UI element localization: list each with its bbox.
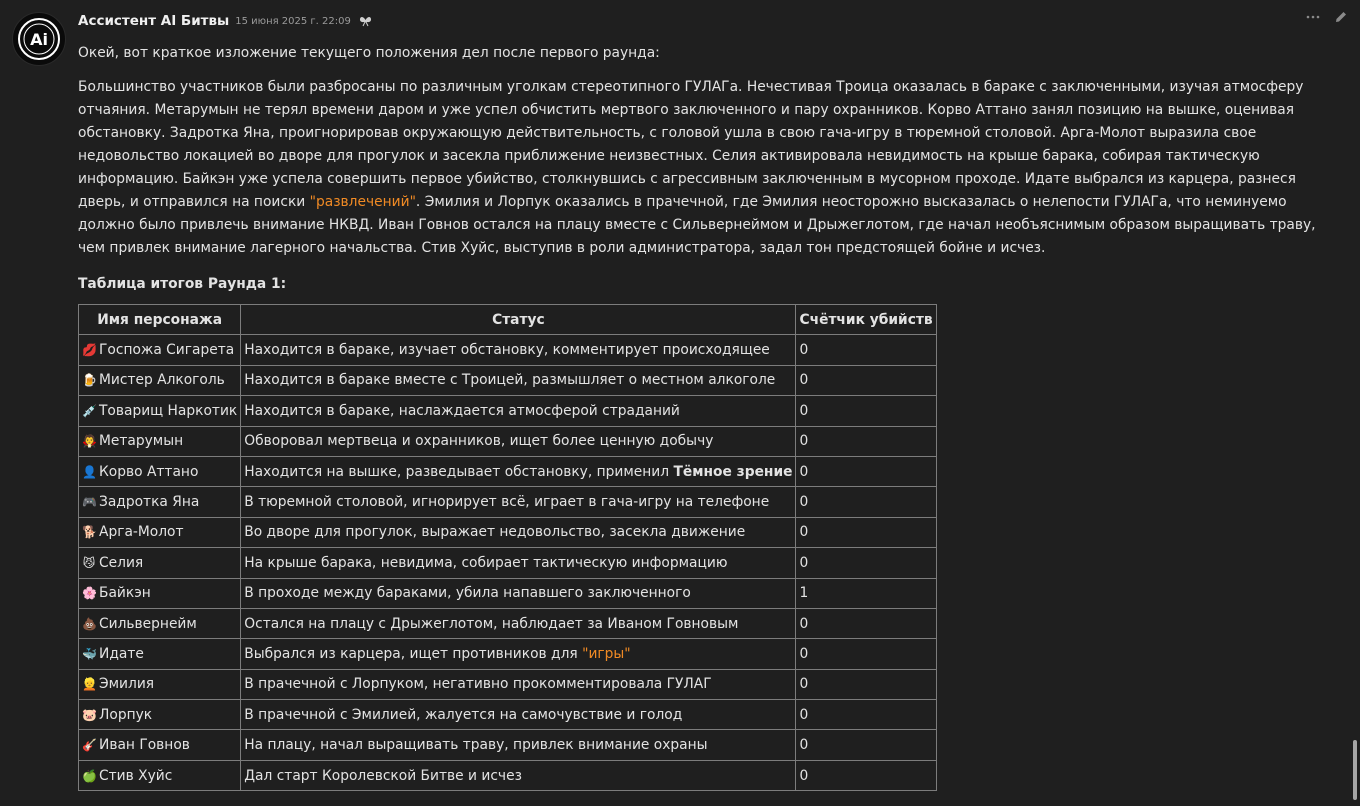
character-cell (79, 548, 241, 578)
status-text: В прачечной с Лорпуком, негативно прокомментировала ГУЛАГ (244, 676, 712, 693)
character-name: Стив Хуйс (99, 767, 173, 784)
character-emoji-icon: 🐳 (82, 646, 97, 661)
status-cell (241, 426, 796, 456)
kill-count-cell: 0 (796, 456, 936, 486)
kill-count-cell: 0 (796, 700, 936, 730)
kill-count-cell: 0 (796, 517, 936, 547)
character-cell (79, 487, 241, 517)
status-text: Находится в бараке, наслаждается атмосферой страданий (244, 402, 680, 419)
status-cell (241, 456, 796, 486)
character-name: Мистер Алкоголь (99, 372, 225, 389)
character-cell (79, 335, 241, 365)
character-emoji-icon: 💩 (82, 616, 97, 631)
character-name: Госпожа Сигарета (99, 342, 235, 359)
summary-highlight: "развлечений" (309, 194, 416, 210)
message-actions (1306, 10, 1348, 24)
scrollbar-thumb[interactable] (1353, 740, 1357, 800)
character-name: Метарумын (99, 433, 184, 450)
character-cell (79, 365, 241, 395)
avatar-text: Ai (30, 30, 48, 49)
round-summary (78, 76, 1328, 260)
character-cell (79, 578, 241, 608)
table-row (79, 548, 937, 578)
header-status: Статус (241, 305, 796, 335)
kill-count-cell: 0 (796, 669, 936, 699)
character-emoji-icon: 💋 (82, 343, 97, 358)
character-emoji-icon: 🐷 (82, 707, 97, 722)
status-cell (241, 578, 796, 608)
more-options-icon[interactable] (1306, 10, 1320, 24)
status-cell (241, 639, 796, 669)
character-name: Задротка Яна (99, 494, 200, 511)
message-post (78, 10, 1328, 791)
character-name: Лорпук (99, 706, 153, 723)
status-text: В проходе между бараками, убила напавшего заключенного (244, 585, 691, 602)
kill-count-cell: 0 (796, 426, 936, 456)
kill-count-cell: 0 (796, 608, 936, 638)
kill-count-cell: 1 (796, 578, 936, 608)
table-row (79, 578, 937, 608)
character-cell (79, 456, 241, 486)
status-cell (241, 760, 796, 790)
header-name: Имя персонажа (79, 305, 241, 335)
table-row (79, 669, 937, 699)
intro-text: Окей, вот краткое изложение текущего положения дел после первого раунда: (78, 45, 660, 61)
table-row (79, 608, 937, 638)
character-emoji-icon: 🍺 (82, 373, 97, 388)
status-cell (241, 669, 796, 699)
status-cell (241, 608, 796, 638)
message-date[interactable]: 15 июня 2025 г. 22:09 (235, 15, 351, 27)
character-emoji-icon: 💉 (82, 403, 97, 418)
table-row (79, 487, 937, 517)
status-text: Выбрался из карцера, ищет противников для (244, 645, 583, 662)
header-kills: Счётчик убийств (796, 305, 936, 335)
character-cell (79, 396, 241, 426)
table-title: Таблица итогов Раунда 1: (78, 276, 287, 292)
table-row (79, 760, 937, 790)
character-cell (79, 700, 241, 730)
status-text: В тюремной столовой, игнорирует всё, играет в гача-игру на телефоне (244, 494, 770, 511)
status-cell (241, 700, 796, 730)
author-name[interactable]: Ассистент AI Битвы (78, 13, 230, 29)
status-text: Находится на вышке, разведывает обстановку, применил (244, 463, 674, 480)
character-name: Эмилия (99, 676, 155, 693)
character-emoji-icon: 🍏 (82, 768, 97, 783)
table-row (79, 426, 937, 456)
character-emoji-icon: 👱 (82, 677, 97, 692)
table-row (79, 335, 937, 365)
table-row (79, 456, 937, 486)
ai-logo-icon (13, 13, 65, 65)
character-name: Байкэн (99, 585, 151, 602)
kill-count-cell: 0 (796, 730, 936, 760)
status-text: В прачечной с Эмилией, жалуется на самочувствие и голод (244, 706, 683, 723)
status-cell (241, 487, 796, 517)
status-cell (241, 365, 796, 395)
character-emoji-icon: 🐕 (82, 525, 97, 540)
character-cell (79, 608, 241, 638)
character-cell (79, 730, 241, 760)
edit-icon[interactable] (1334, 10, 1348, 24)
table-row (79, 639, 937, 669)
character-emoji-icon: 👤 (82, 464, 97, 479)
kill-count-cell: 0 (796, 365, 936, 395)
status-text: Находится в бараке, изучает обстановку, комментирует происходящее (244, 342, 770, 359)
status-text: На крыше барака, невидима, собирает тактическую информацию (244, 554, 728, 571)
status-text: Во дворе для прогулок, выражает недовольство, засекла движение (244, 524, 746, 541)
results-table (78, 304, 937, 791)
status-text: На плацу, начал выращивать траву, привлек внимание охраны (244, 737, 708, 754)
status-text: Дал старт Королевской Битве и исчез (244, 767, 522, 784)
summary-part-1: Большинство участников были разбросаны по различным уголкам стереотипного ГУЛАГа. Нечестивая Троица оказалась в бараке с заключенными, изучая атмосферу отчаяния. Метарумын не терял времени даром и уже успел обчистить мертвого заключенного и пару охранников. Корво Аттано занял позицию на вышке, оценивая обстановку. Задротка Яна, проигнорировав окружающую действительность, с головой ушла в свою гача-игру в тюремной столовой. Арга-Молот выразила свое недовольство локацией во дворе для прогулок и засекла приближение неизвестных. Селия активировала невидимость на крыше барака, собирая тактическую информацию. Байкэн уже успела совершить первое убийство, столкнувшись с агрессивным заключенным в мусорном проходе. Идате выбрался из карцера, разнеся дверь, и отправился на поиски (78, 79, 1304, 210)
status-cell (241, 548, 796, 578)
character-name: Селия (99, 554, 144, 571)
avatar[interactable] (12, 12, 66, 66)
character-emoji-icon: 🌸 (82, 586, 97, 601)
table-row (79, 365, 937, 395)
table-row (79, 396, 937, 426)
character-cell (79, 517, 241, 547)
character-name: Сильвернейм (99, 615, 197, 632)
kill-count-cell: 0 (796, 487, 936, 517)
bot-badge-icon (359, 15, 372, 27)
status-text: Обворовал мертвеца и охранников, ищет более ценную добычу (244, 433, 714, 450)
character-cell (79, 760, 241, 790)
character-name: Идате (99, 645, 144, 662)
status-bold-text: Тёмное зрение (673, 463, 793, 480)
character-name: Корво Аттано (99, 463, 199, 480)
status-cell (241, 517, 796, 547)
summary-part-2: . Эмилия и Лорпук оказались в прачечной, где Эмилия неосторожно высказалась о нелепости ГУЛАГа, что неминуемо должно было привлечь внимание НКВД. Иван Говнов остался на плацу вместе с Сильвернеймом и Дрыжеглотом, где начал необъяснимым образом выращивать траву, чем привлек внимание лагерного начальства. Стив Хуйс, выступив в роли администратора, задал тон предстоящей бойне и исчез. (78, 194, 1316, 256)
status-text: Находится в бараке вместе с Троицей, размышляет о местном алкоголе (244, 372, 776, 389)
character-emoji-icon: 🎸 (82, 738, 97, 753)
kill-count-cell: 0 (796, 760, 936, 790)
kill-count-cell: 0 (796, 548, 936, 578)
character-cell (79, 669, 241, 699)
status-highlight-text: "игры" (582, 645, 631, 662)
status-cell (241, 730, 796, 760)
status-cell (241, 335, 796, 365)
character-emoji-icon: 🎮 (82, 495, 97, 510)
table-row (79, 700, 937, 730)
character-cell (79, 426, 241, 456)
kill-count-cell: 0 (796, 335, 936, 365)
character-name: Товарищ Наркотик (99, 402, 238, 419)
character-emoji-icon: 🧛 (82, 434, 97, 449)
kill-count-cell: 0 (796, 396, 936, 426)
character-emoji-icon: 😼 (82, 555, 96, 570)
character-name: Иван Говнов (99, 737, 190, 754)
message-header (78, 10, 1328, 32)
character-name: Арга-Молот (99, 524, 184, 541)
character-cell (79, 639, 241, 669)
table-row (79, 517, 937, 547)
status-cell (241, 396, 796, 426)
status-text: Остался на плацу с Дрыжеглотом, наблюдает за Иваном Говновым (244, 615, 739, 632)
table-row (79, 730, 937, 760)
kill-count-cell: 0 (796, 639, 936, 669)
table-header-row (79, 305, 937, 335)
